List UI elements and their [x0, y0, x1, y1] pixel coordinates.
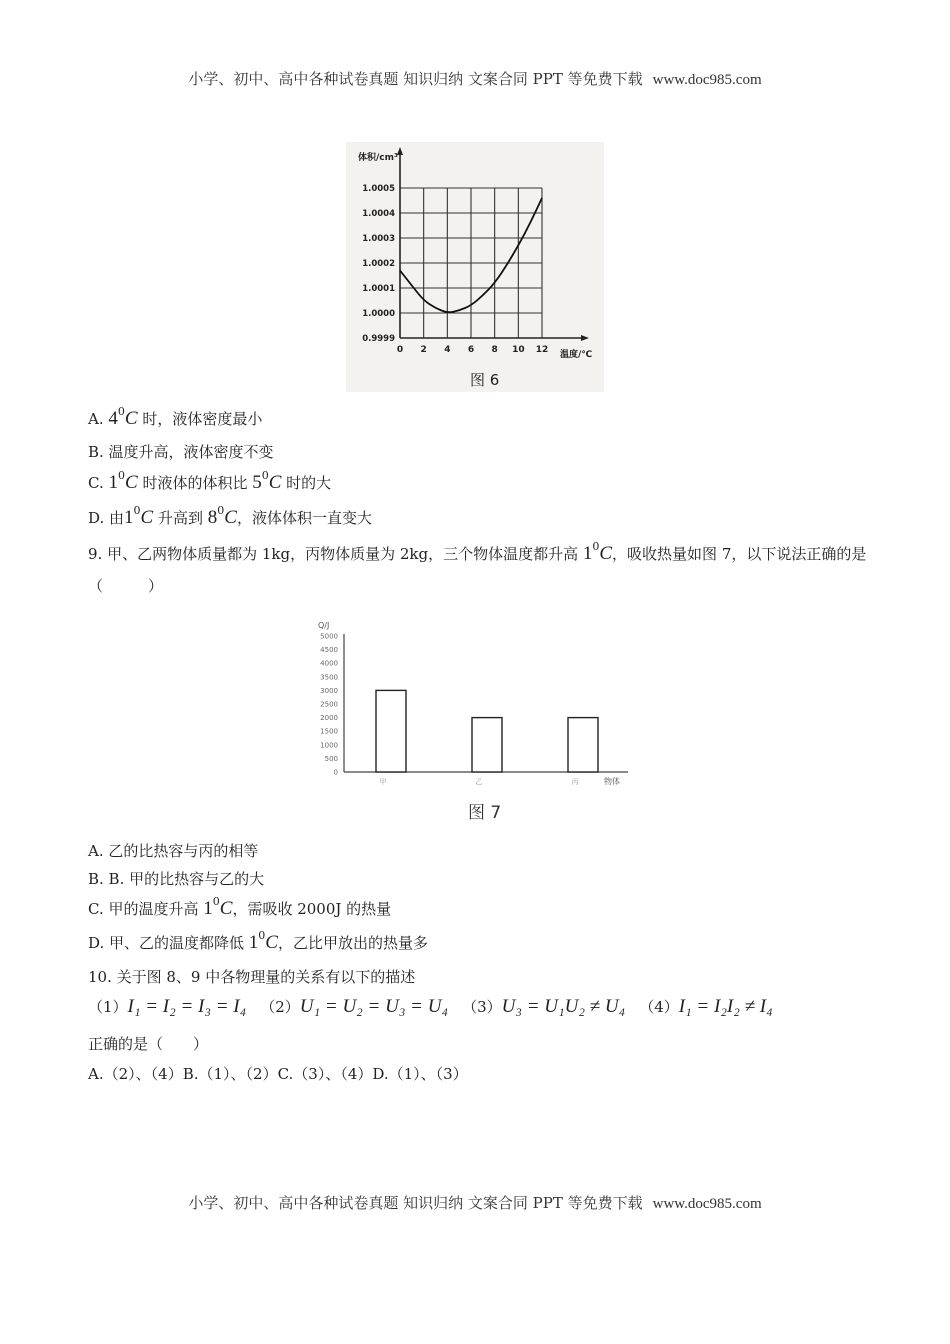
footer-url: www.doc985.com — [652, 1196, 762, 1212]
figure-6-y-tick-label: 1.0005 — [362, 184, 395, 194]
figure-6-y-tick-label: 0.9999 — [362, 334, 395, 344]
figure-6-axes — [397, 147, 589, 341]
q8-option-d-prefix: D. 由 — [88, 509, 125, 527]
q8-option-d-sup-1: 0 — [133, 504, 141, 517]
q8-option-d-unit-2: C — [224, 507, 237, 528]
q9-option-c-sup: 0 — [212, 895, 220, 908]
q10-condition-1: I₁ = I₂ = I₃ = I₄ — [127, 996, 247, 1017]
q9-option-c-unit: C — [219, 898, 233, 919]
figure-6-chart — [346, 142, 604, 392]
figure-6-y-tick-label: 1.0000 — [362, 309, 395, 319]
figure-6-y-label: 体积/cm³ — [358, 153, 398, 163]
figure-6-grid — [400, 188, 542, 338]
figure-6-x-label: 温度/℃ — [560, 350, 593, 360]
figure-6-x-tick-label: 10 — [512, 345, 525, 355]
figure-7-x-tick-label: 丙 — [571, 778, 579, 786]
figure-7-y-tick-label: 5000 — [320, 632, 338, 641]
figure-6-x-tick-label: 4 — [444, 345, 451, 355]
figure-7-x-tick-label: 甲 — [379, 778, 387, 786]
q8-option-b: B. 温度升高，液体密度不变 — [88, 443, 274, 461]
q8-option-c-number-1: 1 — [108, 472, 118, 493]
q9-stem — [88, 538, 868, 602]
q9-stem-sup: 0 — [592, 540, 600, 553]
figure-6-x-tick-label: 6 — [467, 345, 475, 355]
q9-option-d-sup: 0 — [258, 929, 266, 942]
q10-ask: 正确的是（ ） — [88, 1035, 209, 1053]
q9-option-b: B. B. 甲的比热容与乙的大 — [88, 870, 265, 888]
q8-option-a-prefix: A. — [88, 410, 109, 428]
q10-condition-2: U₁ = U₂ = U₃ = U₄ — [299, 996, 449, 1017]
q10-stem: 10. 关于图 8、9 中各物理量的关系有以下的描述 — [88, 968, 416, 986]
q10-condition-4-label: （4） — [639, 998, 679, 1016]
q8-option-a — [88, 405, 263, 430]
q8-option-a-unit: C — [124, 408, 138, 429]
figure-6-y-tick-label: 1.0003 — [362, 234, 395, 244]
q8-option-d-number-2: 8 — [207, 507, 218, 528]
figure-7-y-tick-label: 4500 — [320, 646, 338, 655]
figure-7 — [310, 618, 640, 830]
figure-7-x-tick-label: 乙 — [475, 778, 483, 786]
q10-condition-3-label: （3） — [462, 998, 502, 1016]
figure-6-x-tick-label: 0 — [396, 345, 404, 355]
figure-7-title: 图 7 — [468, 803, 502, 823]
q9-option-d-number: 1 — [248, 932, 259, 953]
q9-option-c-number: 1 — [203, 898, 213, 919]
q8-option-c-tail: 时的大 — [281, 474, 332, 492]
figure-7-bar — [472, 718, 502, 772]
figure-7-y-tick-label: 4000 — [320, 659, 338, 668]
figure-7-chart — [310, 618, 640, 830]
header-text: 小学、初中、高中各种试卷真题 知识归纳 文案合同 PPT 等免费下载 — [188, 70, 643, 88]
q10-options: A.（2）、（4）B.（1）、（2）C.（3）、（4）D.（1）、（3） — [88, 1065, 468, 1083]
figure-6-x-tick-label: 12 — [535, 345, 549, 355]
q10-condition-3: U₃ = U₁U₂ ≠ U₄ — [501, 996, 626, 1017]
q9-option-d-tail: ，乙比甲放出的热量多 — [277, 934, 428, 952]
q9-stem-number: 1 — [582, 543, 593, 564]
figure-7-bar — [568, 718, 598, 772]
q8-option-d — [88, 504, 372, 529]
q9-option-d — [88, 929, 428, 954]
q10-condition-2-label: （2） — [260, 998, 300, 1016]
figure-6-x-tick-label: 2 — [420, 345, 427, 355]
q8-option-d-tail: ，液体体积一直变大 — [236, 509, 372, 527]
q8-option-c-prefix: C. — [88, 474, 109, 492]
page-header — [0, 68, 950, 89]
q9-stem-unit: C — [599, 543, 613, 564]
figure-6-y-tick-label: 1.0004 — [362, 209, 395, 219]
header-url: www.doc985.com — [652, 72, 762, 88]
figure-7-y-tick-label: 1500 — [320, 727, 338, 736]
figure-7-y-tick-label: 0 — [333, 768, 338, 777]
figure-7-y-tick-label: 3000 — [320, 686, 338, 695]
figure-6 — [346, 142, 604, 392]
figure-6-x-ticks — [397, 345, 548, 355]
q9-stem-part-a: 9. 甲、乙两物体质量都为 1kg，丙物体质量为 2kg，三个物体温度都升高 — [88, 545, 583, 563]
figure-7-y-tick-label: 500 — [324, 754, 338, 763]
q8-option-a-tail: 时，液体密度最小 — [137, 410, 263, 428]
q8-option-c — [88, 469, 332, 494]
figure-7-y-label: Q/J — [318, 621, 330, 630]
q10-condition-4: I₁ = I₂I₂ ≠ I₄ — [678, 996, 773, 1017]
figure-7-y-tick-label: 2000 — [320, 714, 338, 723]
page-footer — [0, 1192, 950, 1213]
figure-7-y-tick-label: 1000 — [320, 741, 338, 750]
q8-option-d-sup-2: 0 — [217, 504, 225, 517]
footer-text: 小学、初中、高中各种试卷真题 知识归纳 文案合同 PPT 等免费下载 — [188, 1194, 643, 1212]
figure-7-bar — [376, 690, 406, 772]
figure-7-x-ticks — [380, 778, 579, 786]
q8-option-c-sup-2: 0 — [261, 469, 269, 482]
figure-6-x-arrow — [581, 335, 589, 341]
q9-option-c — [88, 895, 392, 920]
figure-7-y-tick-label: 2500 — [320, 700, 338, 709]
figure-6-x-tick-label: 8 — [491, 345, 498, 355]
q8-option-d-mid: 升高到 — [153, 509, 208, 527]
q8-option-c-unit-1: C — [124, 472, 138, 493]
q9-option-a: A. 乙的比热容与丙的相等 — [88, 842, 259, 860]
q9-option-c-prefix: C. 甲的温度升高 — [88, 900, 204, 918]
q9-stem-part-b: ，吸收热量如图 7，以下说法正确的是（ ） — [88, 545, 867, 595]
q9-option-d-prefix: D. 甲、乙的温度都降低 — [88, 934, 249, 952]
q10-conditions — [88, 996, 773, 1018]
q8-option-a-number: 4 — [108, 408, 118, 429]
q9-option-d-unit: C — [265, 932, 278, 953]
q8-option-c-sup-1: 0 — [117, 469, 125, 482]
q10-condition-1-label: （1） — [88, 998, 128, 1016]
figure-7-bars — [376, 690, 598, 772]
figure-7-y-ticks — [320, 633, 338, 777]
figure-6-y-tick-label: 1.0001 — [362, 284, 395, 294]
q8-option-d-unit-1: C — [140, 507, 154, 528]
figure-6-title: 图 6 — [470, 371, 500, 389]
q8-option-c-mid: 时液体的体积比 — [137, 474, 253, 492]
q8-option-c-unit-2: C — [268, 472, 282, 493]
figure-7-x-label: 物体 — [604, 777, 620, 786]
figure-7-y-tick-label: 3500 — [320, 673, 338, 682]
q8-option-c-number-2: 5 — [252, 472, 262, 493]
figure-6-y-tick-label: 1.0002 — [362, 259, 395, 269]
figure-6-y-ticks — [362, 184, 395, 344]
q8-option-a-sup: 0 — [117, 405, 125, 418]
q9-option-c-tail: ，需吸收 2000J 的热量 — [232, 900, 392, 918]
q8-option-d-number-1: 1 — [124, 507, 134, 528]
